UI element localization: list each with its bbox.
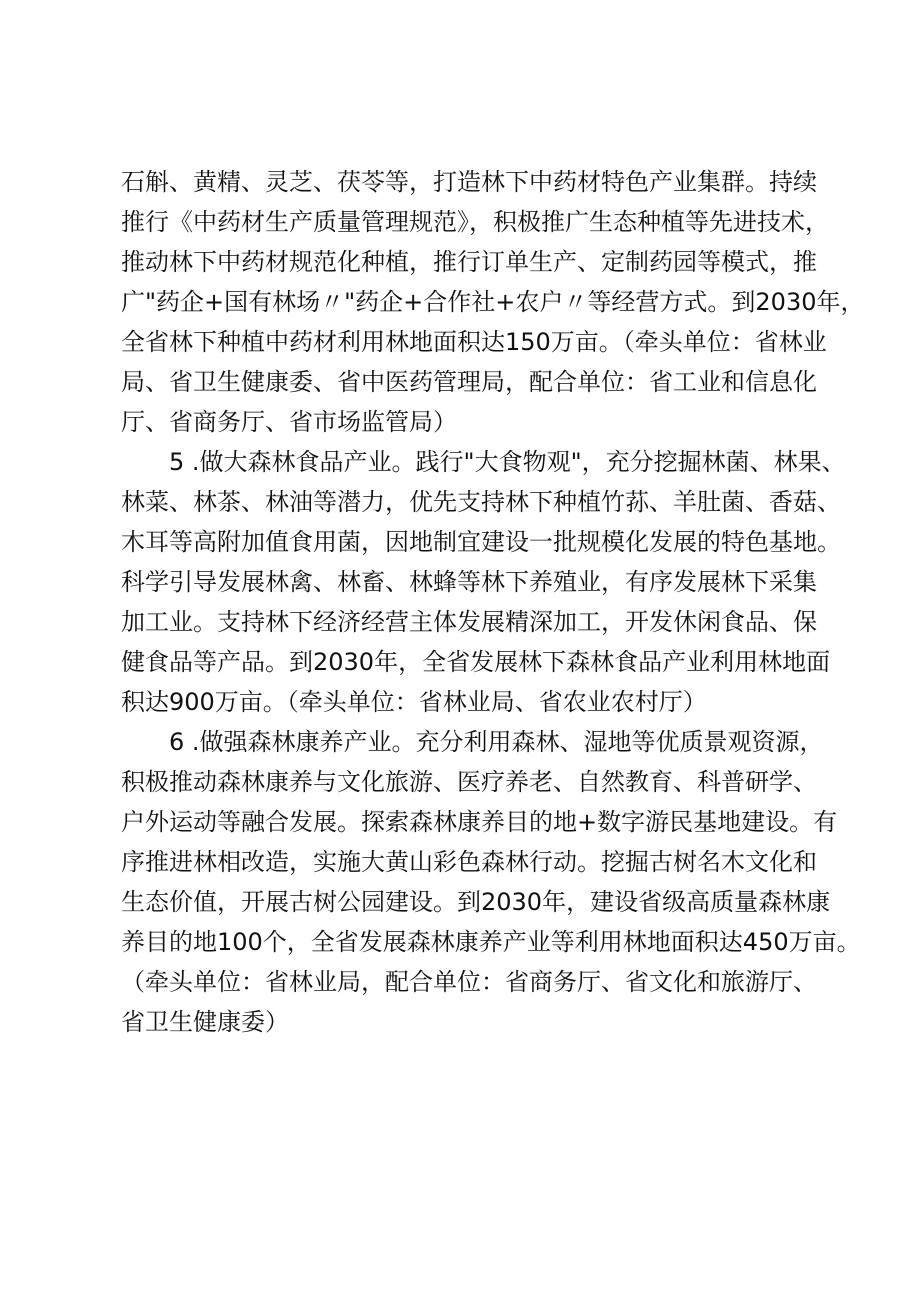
- text-line: 林菜、林茶、林油等潜力，优先支持林下种植竹荪、羊肚菌、香菇、: [121, 488, 841, 516]
- text-line: 广"药企+国有林场〃"药企+合作社+农户〃等经营方式。到2030年，: [121, 288, 865, 316]
- text-line: 健食品等产品。到2030年，全省发展林下森林食品产业利用林地面: [121, 648, 831, 676]
- text-line: 石斛、黄精、灵芝、茯苓等，打造林下中药材特色产业集群。持续: [121, 168, 817, 196]
- paragraph-forest-wellness: [121, 722, 861, 1042]
- text-line: 户外运动等融合发展。探索森林康养目的地+数字游民基地建设。有: [121, 808, 838, 836]
- paragraph-medicinal-herbs: [121, 162, 865, 442]
- text-line: 积达900万亩。（牵头单位：省林业局、省农业农村厅）: [121, 688, 707, 716]
- text-line: 推动林下中药材规范化种植，推行订单生产、定制药园等模式，推: [121, 248, 817, 276]
- text-line: 科学引导发展林禽、林畜、林蜂等林下养殖业，有序发展林下采集: [121, 568, 817, 596]
- text-line: 5 .做大森林食品产业。践行"大食物观"，充分挖掘林菌、林果、: [169, 448, 846, 476]
- document-body: [121, 162, 865, 1042]
- text-line: 木耳等高附加值食用菌，因地制宜建设一批规模化发展的特色基地。: [121, 528, 841, 556]
- text-line: 6 .做强森林康养产业。充分利用森林、湿地等优质景观资源，: [169, 728, 824, 756]
- text-line: 推行《中药材生产质量管理规范》，积极推广生态种植等先进技术，: [121, 208, 829, 236]
- text-line: 加工业。支持林下经济经营主体发展精深加工，开发休闲食品、保: [121, 608, 817, 636]
- text-line: 省卫生健康委）: [121, 1008, 289, 1036]
- text-line: 积极推动森林康养与文化旅游、医疗养老、自然教育、科普研学、: [121, 768, 817, 796]
- text-line: 局、省卫生健康委、省中医药管理局，配合单位：省工业和信息化: [121, 368, 817, 396]
- text-line: 养目的地100个，全省发展森林康养产业等利用林地面积达450万亩。: [121, 928, 861, 956]
- text-line: 序推进林相改造，实施大黄山彩色森林行动。挖掘古树名木文化和: [121, 848, 817, 876]
- text-line: 生态价值，开展古树公园建设。到2030年，建设省级高质量森林康: [121, 888, 831, 916]
- text-line: 厅、省商务厅、省市场监管局）: [121, 408, 457, 436]
- text-line: 全省林下种植中药材利用林地面积达150万亩。（牵头单位：省林业: [121, 328, 827, 356]
- paragraph-forest-food: [121, 442, 846, 722]
- text-line: （牵头单位：省林业局，配合单位：省商务厅、省文化和旅游厅、: [121, 968, 817, 996]
